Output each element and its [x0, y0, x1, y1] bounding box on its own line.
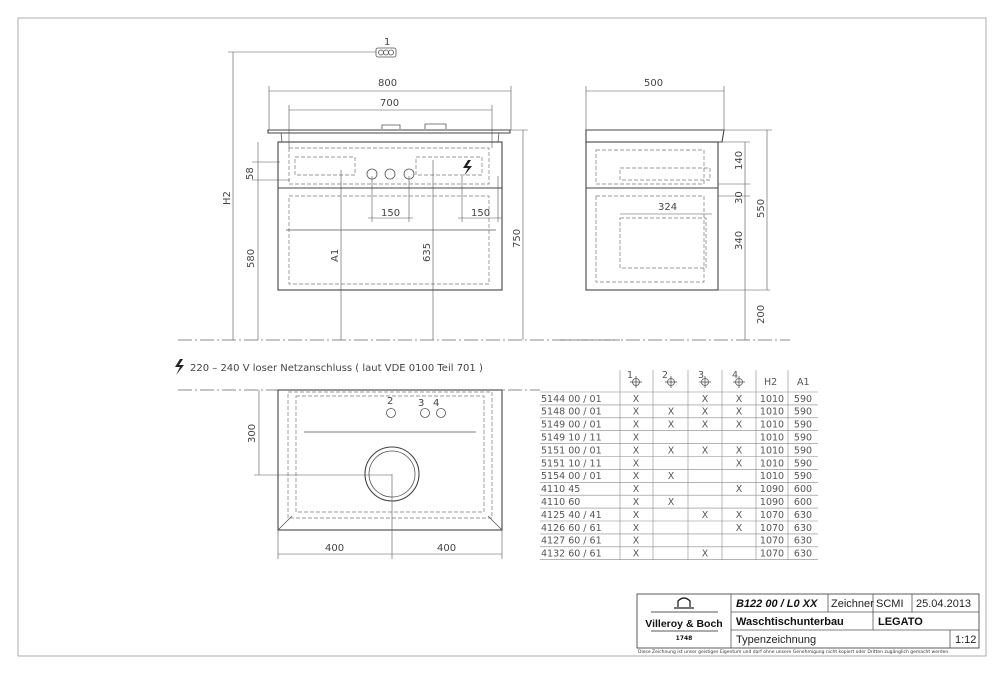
cell-c2: X — [667, 445, 675, 457]
villeroy-boch-logo — [645, 598, 722, 642]
article-number-cell: 5149 10 / 11 — [541, 432, 602, 444]
cell-c2: X — [667, 406, 675, 418]
cell-c3: X — [701, 419, 709, 431]
dim-635-label: 635 — [422, 242, 433, 262]
cell-a1: 600 — [793, 497, 813, 508]
table-rows — [541, 394, 812, 560]
cell-c1: X — [632, 484, 640, 496]
drawing-type: Typenzeichnung — [736, 634, 817, 646]
side-lower-cutout — [620, 218, 706, 268]
dim-150a-label: 150 — [381, 208, 401, 219]
dim-340-label: 340 — [734, 230, 745, 250]
table-row — [541, 536, 812, 547]
cell-c1: X — [632, 548, 640, 560]
dim-58-label: 58 — [245, 167, 256, 180]
top-view — [178, 390, 540, 559]
front-siphon-recess-left — [295, 157, 355, 175]
cell-h2: 1070 — [759, 548, 785, 560]
article-number-cell: 4125 40 / 41 — [541, 509, 602, 521]
cell-h2: 1070 — [759, 509, 785, 521]
top-label-2: 2 — [387, 396, 394, 407]
dim-140-label: 140 — [734, 150, 745, 170]
table-row — [541, 407, 812, 418]
article-number-cell: 4132 60 / 61 — [541, 548, 602, 560]
cell-a1: 630 — [793, 548, 813, 560]
connection-1-icon — [376, 48, 396, 57]
side-lower-drawer-inner — [596, 196, 704, 282]
cell-c3: X — [701, 548, 709, 560]
top-label-3: 3 — [418, 398, 425, 409]
dim-550-label: 550 — [756, 198, 767, 218]
dim-400-left-label: 400 — [325, 543, 345, 554]
cell-h2: 1090 — [759, 484, 785, 496]
dim-500-label: 500 — [644, 78, 664, 89]
cell-c3: X — [701, 509, 709, 521]
cell-c1: X — [632, 419, 640, 431]
cell-a1: 630 — [793, 522, 813, 534]
dim-a1-label: A1 — [330, 248, 341, 262]
article-number-cell: 5148 00 / 01 — [541, 406, 602, 418]
zeichner-value: SCMI — [876, 598, 904, 610]
cell-h2: 1010 — [759, 458, 785, 470]
top-corner-left — [278, 516, 292, 530]
front-view — [178, 37, 620, 340]
article-number-cell: 5149 00 / 01 — [541, 419, 602, 431]
cell-a1: 590 — [793, 393, 813, 405]
cell-c1: X — [632, 432, 640, 444]
cell-h2: 1010 — [759, 471, 785, 483]
cell-a1: 590 — [793, 471, 813, 483]
cell-c4: X — [735, 393, 743, 405]
header-4-label: 4 — [732, 370, 739, 381]
top-corner-right — [488, 516, 502, 530]
table-row — [541, 458, 812, 469]
dim-700-label: 700 — [380, 98, 400, 109]
dim-200-label: 200 — [756, 304, 767, 324]
header-h2-label: H2 — [764, 377, 778, 388]
article-number-cell: 4127 60 / 61 — [541, 535, 602, 547]
table-row — [541, 510, 812, 521]
cell-h2: 1010 — [759, 393, 785, 405]
article-number-cell: 5151 10 / 11 — [541, 458, 602, 470]
compatibility-table — [540, 370, 818, 560]
header-1-label: 1 — [627, 370, 634, 381]
side-upper-drawer-inner — [596, 150, 704, 184]
cell-a1: 590 — [793, 432, 813, 444]
article-number-cell: 5144 00 / 01 — [541, 393, 602, 405]
article-number-cell: 5154 00 / 01 — [541, 471, 602, 483]
front-siphon-recess-right — [416, 157, 482, 175]
header-2-label: 2 — [662, 370, 669, 381]
product-category: Waschtischunterbau — [736, 616, 844, 628]
cell-h2: 1010 — [759, 406, 785, 418]
cell-h2: 1090 — [759, 497, 785, 508]
cell-a1: 600 — [793, 484, 813, 496]
top-tap-2 — [387, 409, 396, 418]
cell-c1: X — [632, 406, 640, 418]
copyright-disclaimer: Diese Zeichnung ist unser geistiges Eigentum und darf ohne unsere Genehmigung nicht kopiert oder Dritten zugänglich gemacht werden. — [638, 650, 950, 655]
article-number-cell: 4110 45 — [541, 484, 581, 496]
cell-c3: X — [701, 393, 709, 405]
cell-c3: X — [701, 406, 709, 418]
power-note — [175, 359, 483, 375]
cell-c1: X — [632, 497, 640, 508]
table-row — [541, 433, 812, 444]
power-note-text: 220 – 240 V loser Netzanschluss ( laut VDE 0100 Teil 701 ) — [190, 363, 483, 374]
cell-h2: 1010 — [759, 432, 785, 444]
dim-324-label: 324 — [658, 202, 678, 213]
title-block — [637, 594, 979, 655]
cell-a1: 630 — [793, 535, 813, 547]
top-outline — [278, 390, 502, 530]
table-row — [541, 394, 812, 405]
side-view — [560, 78, 790, 340]
dim-300-label: 300 — [247, 423, 258, 443]
table-row — [541, 420, 812, 431]
cell-c4: X — [735, 509, 743, 521]
top-basin-outline — [296, 396, 484, 512]
article-number-cell: 4126 60 / 61 — [541, 522, 602, 534]
cell-c3: X — [701, 445, 709, 457]
dim-800-label: 800 — [378, 78, 398, 89]
top-tap-4 — [437, 409, 446, 418]
cell-c1: X — [632, 393, 640, 405]
front-power-icon — [463, 160, 472, 176]
top-tap-3 — [421, 409, 430, 418]
top-inner-outline — [288, 392, 492, 518]
table-row — [541, 523, 812, 534]
header-3-label: 3 — [698, 370, 705, 381]
dim-30-label: 30 — [734, 191, 745, 204]
cell-c1: X — [632, 535, 640, 547]
table-row — [541, 445, 812, 456]
side-basin-top — [586, 130, 724, 142]
drawing-date: 25.04.2013 — [916, 598, 972, 610]
cell-a1: 590 — [793, 445, 813, 457]
cell-h2: 1010 — [759, 419, 785, 431]
table-row — [541, 484, 812, 495]
sheet-border — [18, 18, 986, 656]
cell-a1: 630 — [793, 509, 813, 521]
cell-c1: X — [632, 445, 640, 457]
table-row — [541, 497, 812, 508]
connection-1-label: 1 — [384, 37, 391, 48]
dim-h2-label: H2 — [222, 191, 233, 205]
zeichner-label: Zeichner — [831, 598, 874, 610]
cell-c1: X — [632, 522, 640, 534]
cell-a1: 590 — [793, 419, 813, 431]
cell-c2: X — [667, 419, 675, 431]
cell-c2: X — [667, 497, 675, 508]
drawing-number: B122 00 / L0 XX — [736, 598, 818, 610]
drawing-scale: 1:12 — [955, 634, 977, 646]
top-label-4: 4 — [433, 398, 440, 409]
cell-c4: X — [735, 445, 743, 457]
table-header — [627, 370, 810, 388]
article-number-cell: 5151 00 / 01 — [541, 445, 602, 457]
logo-text: Villeroy & Boch — [645, 618, 723, 630]
dim-580-label: 580 — [246, 248, 257, 268]
table-row — [541, 549, 812, 560]
article-number-cell: 4110 60 — [541, 497, 581, 508]
front-basin-bowl — [281, 133, 499, 142]
cell-h2: 1070 — [759, 535, 785, 547]
cell-c1: X — [632, 458, 640, 470]
cell-c4: X — [735, 458, 743, 470]
dim-400-right-label: 400 — [437, 543, 457, 554]
cell-c4: X — [735, 406, 743, 418]
front-basin-top — [268, 130, 510, 133]
cell-h2: 1070 — [759, 522, 785, 534]
cell-a1: 590 — [793, 458, 813, 470]
logo-year: 1748 — [675, 635, 693, 642]
cell-h2: 1010 — [759, 445, 785, 457]
cell-c2: X — [667, 471, 675, 483]
cell-c4: X — [735, 419, 743, 431]
cell-a1: 590 — [793, 406, 813, 418]
pipe-connection-3-circle — [385, 169, 395, 179]
cell-c4: X — [735, 484, 743, 496]
lightning-icon — [175, 359, 184, 375]
side-siphon-recess — [620, 168, 710, 180]
table-row — [541, 471, 812, 482]
cell-c4: X — [735, 522, 743, 534]
front-basin-outlet — [382, 124, 446, 129]
dim-750-label: 750 — [512, 228, 523, 248]
header-a1-label: A1 — [797, 377, 810, 388]
cell-c1: X — [632, 509, 640, 521]
cell-c1: X — [632, 471, 640, 483]
dim-150b-label: 150 — [471, 208, 491, 219]
product-series: LEGATO — [878, 616, 923, 628]
